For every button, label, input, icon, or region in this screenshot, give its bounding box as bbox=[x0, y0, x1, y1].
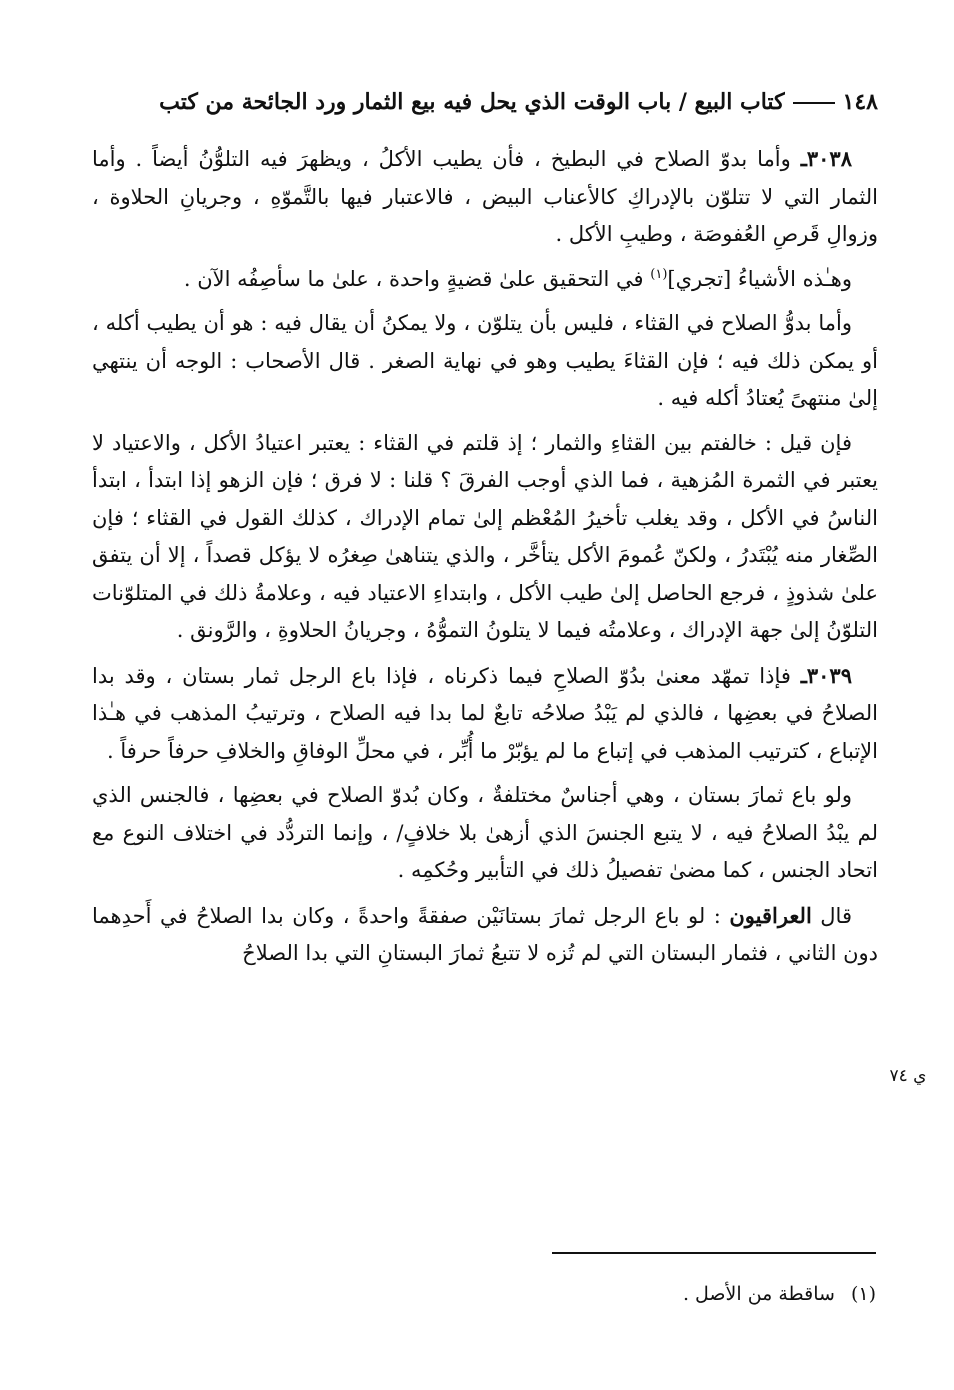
paragraph-with-footnote bbox=[92, 261, 878, 299]
paragraph-number: ٣٠٣٩ـ bbox=[800, 662, 852, 688]
paragraph-text-before: قال bbox=[811, 903, 852, 928]
paragraph-text: وأما بدوّ الصلاح في البطيخ ، فأن يطيب الأكلُ ، ويظهرَ فيه التلوُّنُ أيضاً . وأما الثمار التي لا تتلوّن بالإدراكِ كالأعناب البيض ، فالاعتبار فيها بالتَّموّهِ ، وجريانِ الحلاوة ، وزوالِ قَرصِ العُفوصَة ، وطيبِ الأكل . bbox=[92, 147, 878, 246]
footnote-separator bbox=[552, 1252, 876, 1254]
header-dash bbox=[793, 102, 835, 104]
paragraph-number: ٣٠٣٨ـ bbox=[800, 146, 852, 171]
paragraph-3038 bbox=[92, 140, 878, 254]
paragraph-text: فإذا تمهّد معنىٰ بدُوّ الصلاحِ فيما ذكرناه ، فإذا باع الرجل ثمار بستان ، وقد بدا الصلاحُ في بعضِها ، فالذي لم يَبْدُ صلاحُه تابعٌ لما بدا فيه الصلاح ، وترتيبُ المذهب في هـٰذا الإتباع ، كترتيب المذهب في إتباع ما لم يؤبّرْ ما أُبِّر ، في محلِّ الوفاقِ والخلافِ حرفاً حرفاً . bbox=[92, 663, 878, 763]
paragraph-text-after: في التحقيق علىٰ قضيةٍ واحدة ، علىٰ ما سأصِفُه الآن . bbox=[183, 266, 651, 291]
paragraph-3039 bbox=[92, 657, 878, 771]
paragraph-ajnas bbox=[92, 777, 878, 890]
paragraph-text: وأما بدوُّ الصلاح في القثاء ، فليس بأن يتلوّن ، ولا يمكنُ أن يقال فيه : هو أن يطيب أكله ، أو يمكن ذلك فيه ؛ فإن القثاءَ يطيب وهو في نهاية الصغر . قال الأصحاب : الوجه أن ينتهي إلىٰ منتهىً يُعتادُ أكله فيه . bbox=[92, 311, 878, 410]
manuscript-margin-reference: ي ٧٤ bbox=[889, 1066, 927, 1086]
paragraph-qiththa bbox=[92, 305, 878, 418]
paragraph-text: ولو باع ثمارَ بستان ، وهي أجناسٌ مختلفةٌ ، وكان بُدوّ الصلاح في بعضِها ، فالجنس الذي لم يبْدُ الصلاحُ فيه ، لا يتبع الجنسَ الذي أزهىٰ بلا خلافٍ/ ، وإنما التردُّد في اختلاف النوع مع اتحاد الجنس ، كما مضىٰ تفصيلُ ذلك في التأبير وحُكمِه . bbox=[92, 783, 878, 882]
paragraph-text: فإن قيل : خالفتم بين القثاءِ والثمار ؛ إذ قلتم في القثاء : يعتبر اعتيادُ الأكل ، والاعتياد لا يعتبر في الثمرة المُزهية ، فما الذي أوجب الفرقَ ؟ قلنا : لا فرق ؛ فإن الزهو إذا ابتدأ ، ابتدأ الناسُ في الأكل ، وقد يغلب تأخيرُ المُعْظم إلىٰ تمام الإدراك ، كذلك القول في القثاء ؛ فإن الصِّغار منه يُبْتَدرُ ، ولكنّ عُمومَ الأكل يتأخَّر ، والذي يتناهىٰ صِغرُه لا يؤكل قصداً ، إلا أن يتفق علىٰ شذوذٍ ، فرجع الحاصل إلىٰ طيب الأكل ، وابتداءِ الاعتياد فيه ، وعلامةُ ذلك في المتلوّنات التلوّنُ إلىٰ جهة الإدراك ، وعلامتُه فيما لا يتلونُ التموُّهُ ، وجريانُ الحلاوةِ ، والرَّونق . bbox=[92, 430, 878, 642]
main-text bbox=[92, 140, 878, 980]
paragraph-text-before: وهـٰذه الأشياءُ [تجري] bbox=[667, 266, 852, 291]
paragraph-iraqiyyun bbox=[92, 897, 878, 973]
footnote-mark: (١) bbox=[850, 1283, 876, 1305]
footnote bbox=[476, 1280, 876, 1308]
bold-term: العراقيون bbox=[729, 902, 812, 928]
footnote-text: ساقطة من الأصل . bbox=[682, 1283, 835, 1305]
page-number: ١٤٨ bbox=[842, 89, 878, 115]
paragraph-text-after: : لو باع الرجل ثمارَ بستانَيْن صفقةً واحدةً ، وكان بدا الصلاحُ في أَحدِهما دون الثاني ، فثمار البستان التي لم تُزه لا تتبعُ ثمارَ البستانِ التي بدا الصلاحُ bbox=[92, 903, 878, 965]
running-header bbox=[92, 84, 878, 120]
footnote-reference[interactable]: (١) bbox=[650, 266, 668, 282]
paragraph-objection bbox=[92, 425, 878, 650]
header-title: كتاب البيع / باب الوقت الذي يحل فيه بيع الثمار ورد الجائحة من كتب bbox=[159, 89, 785, 115]
